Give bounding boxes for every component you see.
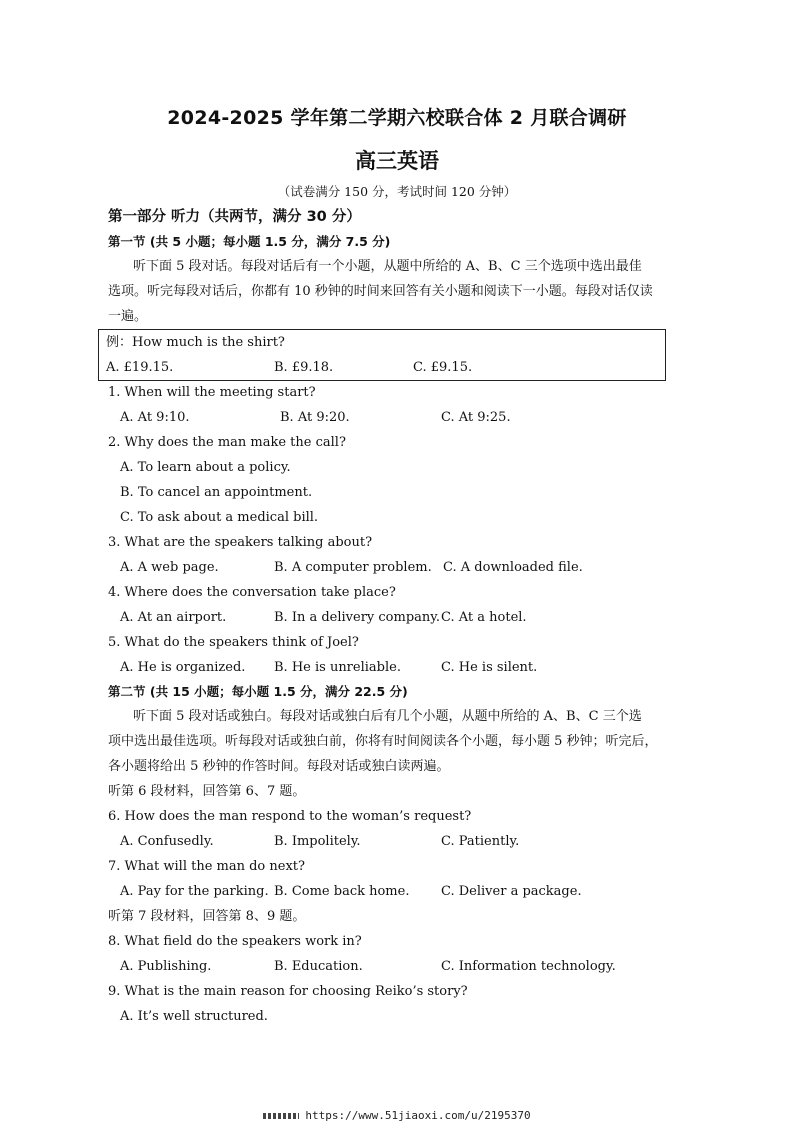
section1-instruction-line: 选项。听完每段对话后，你都有 10 秒钟的时间来回答有关小题和阅读下一小题。每段对话仅读 <box>108 284 653 299</box>
q1-option-b: B. At 9:20. <box>280 410 350 425</box>
section1-instruction-line: 一遍。 <box>108 309 148 324</box>
q1-option-a: A. At 9:10. <box>120 410 190 425</box>
q3-option-a: A. A web page. <box>120 560 219 575</box>
q2-option-c: C. To ask about a medical bill. <box>120 510 319 525</box>
material-7-note: 听第 7 段材料，回答第 8、9 题。 <box>108 909 306 924</box>
exam-title: 2024-2025 学年第二学期六校联合体 2 月联合调研 <box>167 107 627 129</box>
q7-option-b: B. Come back home. <box>274 884 410 899</box>
part1-heading: 第一部分 听力（共两节，满分 30 分） <box>108 209 361 225</box>
example-option-c: C. £9.15. <box>413 360 473 375</box>
question-8: 8. What field do the speakers work in? <box>108 934 362 949</box>
exam-score-note: （试卷满分 150 分，考试时间 120 分钟） <box>277 184 517 199</box>
question-6: 6. How does the man respond to the woman’s request? <box>108 809 472 824</box>
question-2: 2. Why does the man make the call? <box>108 435 346 450</box>
question-7: 7. What will the man do next? <box>108 859 305 874</box>
section2-heading: 第二节 (共 15 小题；每小题 1.5 分，满分 22.5 分) <box>108 684 408 699</box>
example-option-b: B. £9.18. <box>274 360 334 375</box>
footer-url[interactable]: https://www.51jiaoxi.com/u/2195370 <box>305 1109 531 1122</box>
q1-option-c: C. At 9:25. <box>441 410 511 425</box>
q6-option-c: C. Patiently. <box>441 834 520 849</box>
q5-option-c: C. He is silent. <box>441 660 538 675</box>
q8-option-a: A. Publishing. <box>120 959 212 974</box>
section2-instruction-line: 各小题将给出 5 秒钟的作答时间。每段对话或独白读两遍。 <box>108 759 450 774</box>
question-5: 5. What do the speakers think of Joel? <box>108 635 359 650</box>
q3-option-c: C. A downloaded file. <box>443 560 583 575</box>
q8-option-c: C. Information technology. <box>441 959 616 974</box>
question-1: 1. When will the meeting start? <box>108 385 316 400</box>
section1-heading: 第一节 (共 5 小题；每小题 1.5 分，满分 7.5 分) <box>108 234 391 249</box>
section2-instruction-line: 听下面 5 段对话或独白。每段对话或独白后有几个小题，从题中所给的 A、B、C 三个选 <box>133 709 642 724</box>
material-6-note: 听第 6 段材料，回答第 6、7 题。 <box>108 784 306 799</box>
q9-option-a: A. It’s well structured. <box>120 1009 268 1024</box>
section2-instruction-line: 项中选出最佳选项。听每段对话或独白前，你将有时间阅读各个小题，每小题 5 秒钟；听完后， <box>108 734 658 749</box>
question-4: 4. Where does the conversation take place? <box>108 585 396 600</box>
question-9: 9. What is the main reason for choosing Reiko’s story? <box>108 984 468 999</box>
q5-option-b: B. He is unreliable. <box>274 660 401 675</box>
section1-instruction-line: 听下面 5 段对话。每段对话后有一个小题，从题中所给的 A、B、C 三个选项中选出最佳 <box>133 259 642 274</box>
example-question: 例：How much is the shirt? <box>106 335 285 350</box>
watermark-marks-icon <box>263 1113 299 1119</box>
q4-option-a: A. At an airport. <box>120 610 227 625</box>
q4-option-b: B. In a delivery company. <box>274 610 441 625</box>
example-option-a: A. £19.15. <box>106 360 174 375</box>
q7-option-a: A. Pay for the parking. <box>120 884 269 899</box>
footer-watermark <box>0 1109 794 1122</box>
q7-option-c: C. Deliver a package. <box>441 884 582 899</box>
question-3: 3. What are the speakers talking about? <box>108 535 373 550</box>
q3-option-b: B. A computer problem. <box>274 560 432 575</box>
exam-subject: 高三英语 <box>355 149 439 173</box>
q5-option-a: A. He is organized. <box>120 660 246 675</box>
q8-option-b: B. Education. <box>274 959 363 974</box>
q4-option-c: C. At a hotel. <box>441 610 527 625</box>
q2-option-a: A. To learn about a policy. <box>120 460 291 475</box>
q6-option-b: B. Impolitely. <box>274 834 361 849</box>
q6-option-a: A. Confusedly. <box>120 834 214 849</box>
q2-option-b: B. To cancel an appointment. <box>120 485 313 500</box>
